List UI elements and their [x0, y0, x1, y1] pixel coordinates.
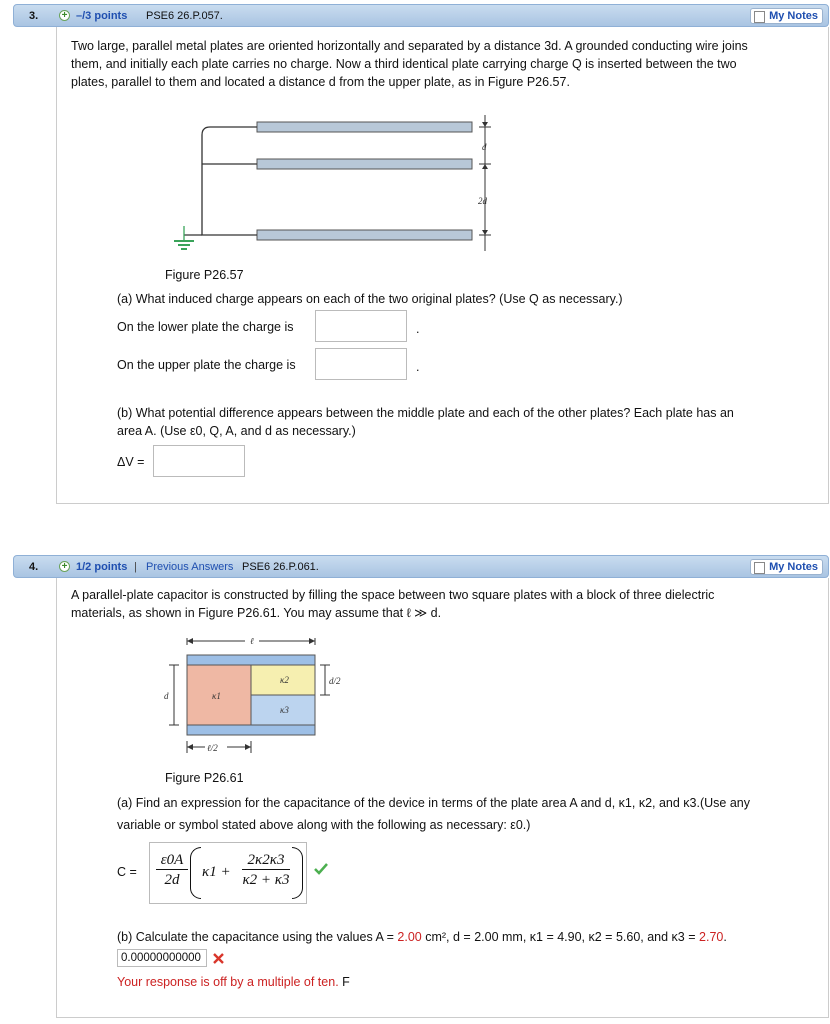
problem-text-line-3: plates, parallel to them and located a distance d from the upper plate, as in Figure P26.57. [71, 75, 570, 89]
label-d-half: d/2 [329, 676, 341, 686]
delta-v-label: ΔV = [117, 455, 145, 469]
points-label: –/3 points [76, 10, 128, 22]
problem-text-line-1: Two large, parallel metal plates are oriented horizontally and separated by a distance 3d. A grounded conducting wire joins [71, 39, 748, 53]
left-paren [190, 847, 201, 899]
middle-plate [257, 159, 472, 169]
problem-text-line-2: materials, as shown in Figure P26.61. You may assume that ℓ ≫ d. [71, 606, 442, 620]
label-l: ℓ [250, 636, 254, 646]
feedback-message: Your response is off by a multiple of ten. [117, 975, 339, 989]
upper-plate-label: On the upper plate the charge is [117, 358, 296, 372]
feedback [117, 973, 350, 991]
formula-denominator: 2d [164, 872, 180, 888]
lower-plate-label: On the lower plate the charge is [117, 320, 294, 334]
separator: | [134, 561, 137, 573]
period: . [416, 360, 420, 374]
label-d: d [164, 691, 169, 701]
part-b-end: . [723, 930, 727, 944]
part-a-text-line-2: variable or symbol stated above along with the following as necessary: ε0.) [117, 818, 531, 832]
part-b-text-line-2: area A. (Use ε0, Q, A, and d as necessary.) [117, 424, 356, 438]
expand-icon[interactable]: + [59, 10, 70, 21]
problem-text-line-2: them, and initially each plate carries no charge. Now a third identical plate carrying charge Q is inserted between the two [71, 57, 737, 71]
right-paren [292, 847, 303, 899]
question-header [13, 4, 829, 27]
delta-v-answer-input[interactable] [153, 445, 245, 477]
source-label: PSE6 26.P.061. [242, 561, 319, 573]
question-body [56, 578, 829, 1018]
incorrect-x-icon [213, 953, 224, 964]
my-notes-label: My Notes [769, 10, 818, 22]
points-label: 1/2 points [76, 561, 128, 573]
lower-plate-answer-input[interactable] [315, 310, 407, 342]
my-notes-button[interactable] [750, 8, 823, 24]
question-number: 3. [29, 10, 39, 22]
part-a-text-line-1: (a) Find an expression for the capacitance of the device in terms of the plate area A and d, κ1, κ2, and κ3.(Use any [117, 796, 751, 810]
source-label: PSE6 26.P.057. [146, 10, 223, 22]
formula-outer-fraction [156, 851, 188, 890]
period: . [416, 322, 420, 336]
my-notes-label: My Notes [769, 561, 818, 573]
formula-numerator: ε0A [160, 852, 184, 868]
top-plate [187, 655, 315, 665]
figure-p26-61 [157, 633, 352, 768]
my-notes-button[interactable] [750, 559, 823, 575]
notes-icon [754, 11, 765, 23]
problem-text-line-1: A parallel-plate capacitor is constructed by filling the space between two square plates with a block of three dielectric [71, 588, 715, 602]
upper-plate-answer-input[interactable] [315, 348, 407, 380]
part-b-prefix: (b) Calculate the capacitance using the values A = [117, 930, 394, 944]
upper-plate [257, 122, 472, 132]
c-label: C = [117, 865, 137, 879]
lower-plate [257, 230, 472, 240]
expand-icon[interactable]: + [59, 561, 70, 572]
formula-inner-denominator: κ2 + κ3 [242, 872, 290, 888]
question-body [56, 27, 829, 504]
part-b-text-line-1: (b) What potential difference appears between the middle plate and each of the other plates? Each plate has an [117, 406, 734, 420]
label-k2: κ2 [280, 675, 289, 685]
bottom-plate [187, 725, 315, 735]
value-k3: 2.70 [699, 930, 724, 944]
correct-check-icon [314, 863, 328, 875]
question-3 [13, 4, 829, 469]
label-k3: κ3 [280, 705, 289, 715]
ground-icon [174, 241, 194, 249]
answer-value: 0.00000000000 [121, 952, 201, 964]
figure-p26-57 [172, 112, 502, 257]
formula-k1: κ1 + [202, 864, 231, 880]
formula-inner-numerator: 2κ2κ3 [247, 852, 285, 868]
value-a: 2.00 [397, 930, 422, 944]
part-b-text [117, 928, 727, 946]
figure-caption: Figure P26.57 [165, 268, 244, 282]
formula-inner-fraction [242, 851, 290, 890]
previous-answers-link[interactable]: Previous Answers [146, 561, 234, 573]
part-a-text: (a) What induced charge appears on each of the two original plates? (Use Q as necessary.) [117, 292, 623, 306]
notes-icon [754, 562, 765, 574]
question-4 [13, 555, 829, 989]
label-2d: 2d [478, 196, 487, 206]
feedback-tail: F [342, 975, 350, 989]
figure-caption: Figure P26.61 [165, 771, 244, 785]
question-number: 4. [29, 561, 39, 573]
ground-wire [202, 127, 257, 235]
label-k1: κ1 [212, 691, 221, 701]
question-header [13, 555, 829, 578]
capacitance-answer-input[interactable] [117, 949, 207, 967]
label-l-half: ℓ/2 [207, 743, 218, 753]
part-b-mid: cm², d = 2.00 mm, κ1 = 4.90, κ2 = 5.60, and κ3 = [425, 930, 696, 944]
label-d: d [482, 142, 487, 152]
formula-answer-box[interactable] [149, 842, 307, 904]
